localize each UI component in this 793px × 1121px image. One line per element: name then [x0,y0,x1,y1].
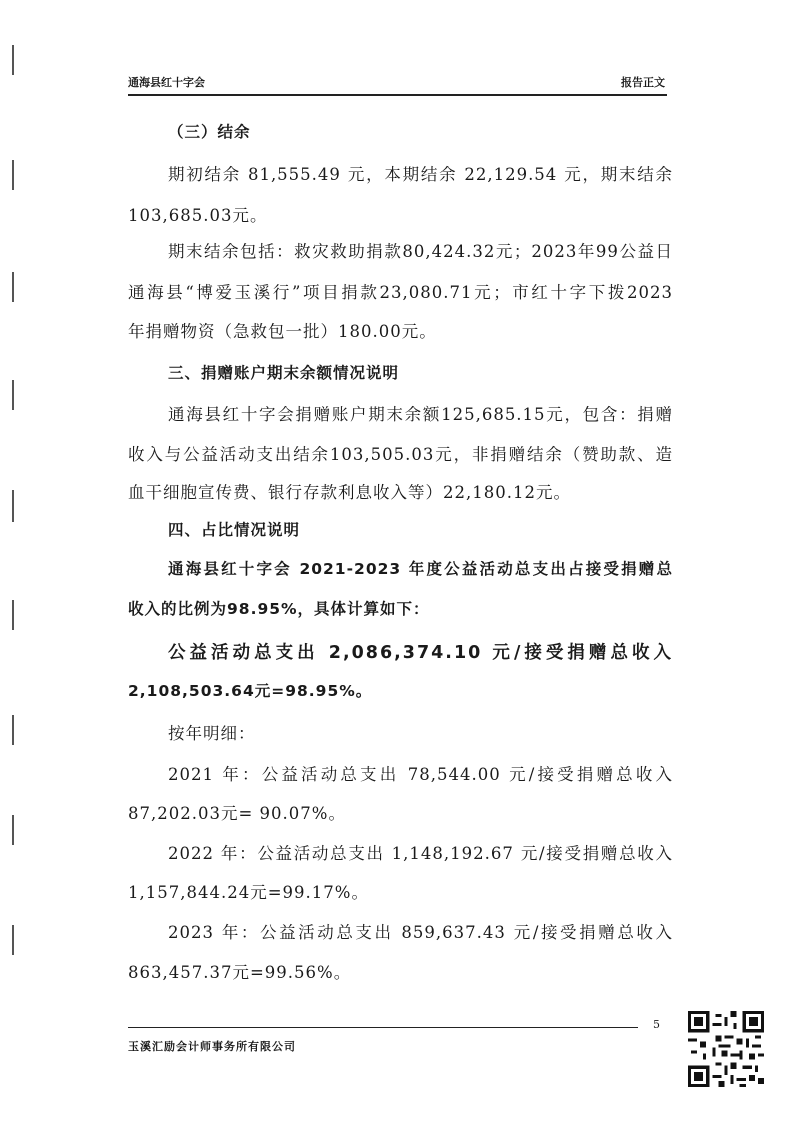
scan-edge-mark [12,272,14,302]
paragraph-line: 期初结余 81,555.49 元，本期结余 22,129.54 元，期末结余 [168,165,673,184]
footer-firm-name: 玉溪汇励会计师事务所有限公司 [128,1040,296,1053]
section-heading-balance: （三）结余 [168,123,251,141]
paragraph-line: 血干细胞宣传费、银行存款利息收入等）22,180.12元。 [128,483,571,502]
section-heading-ratio: 四、占比情况说明 [168,521,301,539]
paragraph-line: 收入与公益活动支出结余103,505.03元，非捐赠结余（赞助款、造 [128,445,673,464]
year-2022-line: 2022 年：公益活动总支出 1,148,192.67 元/接受捐赠总收入 [168,844,673,863]
scan-edge-mark [12,160,14,190]
paragraph-line: 103,685.03元。 [128,206,268,225]
scan-edge-mark [12,925,14,955]
paragraph-line: 通海县“博爱玉溪行”项目捐款23,080.71元；市红十字下拨2023 [128,283,673,302]
year-2023-line: 2023 年：公益活动总支出 859,637.43 元/接受捐赠总收入 [168,923,673,942]
footer-rule [128,1027,638,1028]
qr-code-icon [688,1011,764,1087]
year-2023-result: 863,457.37元=99.56%。 [128,963,352,982]
scan-edge-mark [12,45,14,75]
scan-edge-mark [12,380,14,410]
page-number: 5 [653,1018,660,1031]
header-org-name: 通海县红十字会 [128,76,205,89]
year-2021-line: 2021 年：公益活动总支出 78,544.00 元/接受捐赠总收入 [168,765,673,784]
paragraph-line: 通海县红十字会捐赠账户期末余额125,685.15元，包含：捐赠 [168,405,673,424]
header-section-label: 报告正文 [621,76,665,89]
scan-edge-mark [12,815,14,845]
ratio-result-line: 2,108,503.64元=98.95%。 [128,682,373,700]
scan-edge-mark [12,715,14,745]
paragraph-line-bold: 收入的比例为98.95%，具体计算如下： [128,600,430,618]
paragraph-line: 期末结余包括：救灾救助捐款80,424.32元；2023年99公益日 [168,242,673,261]
yearly-detail-label: 按年明细： [168,724,256,743]
header-rule [128,94,667,96]
year-2022-result: 1,157,844.24元=99.17%。 [128,883,369,902]
scan-edge-mark [12,490,14,522]
paragraph-line: 年捐赠物资（急救包一批）180.00元。 [128,322,437,341]
section-heading-account-balance: 三、捐赠账户期末余额情况说明 [168,364,400,382]
paragraph-line-bold: 通海县红十字会 2021-2023 年度公益活动总支出占接受捐赠总 [168,560,673,578]
scan-edge-mark [12,600,14,630]
ratio-formula-line: 公益活动总支出 2,086,374.10 元/接受捐赠总收入 [168,643,673,663]
year-2021-result: 87,202.03元= 90.07%。 [128,804,346,823]
